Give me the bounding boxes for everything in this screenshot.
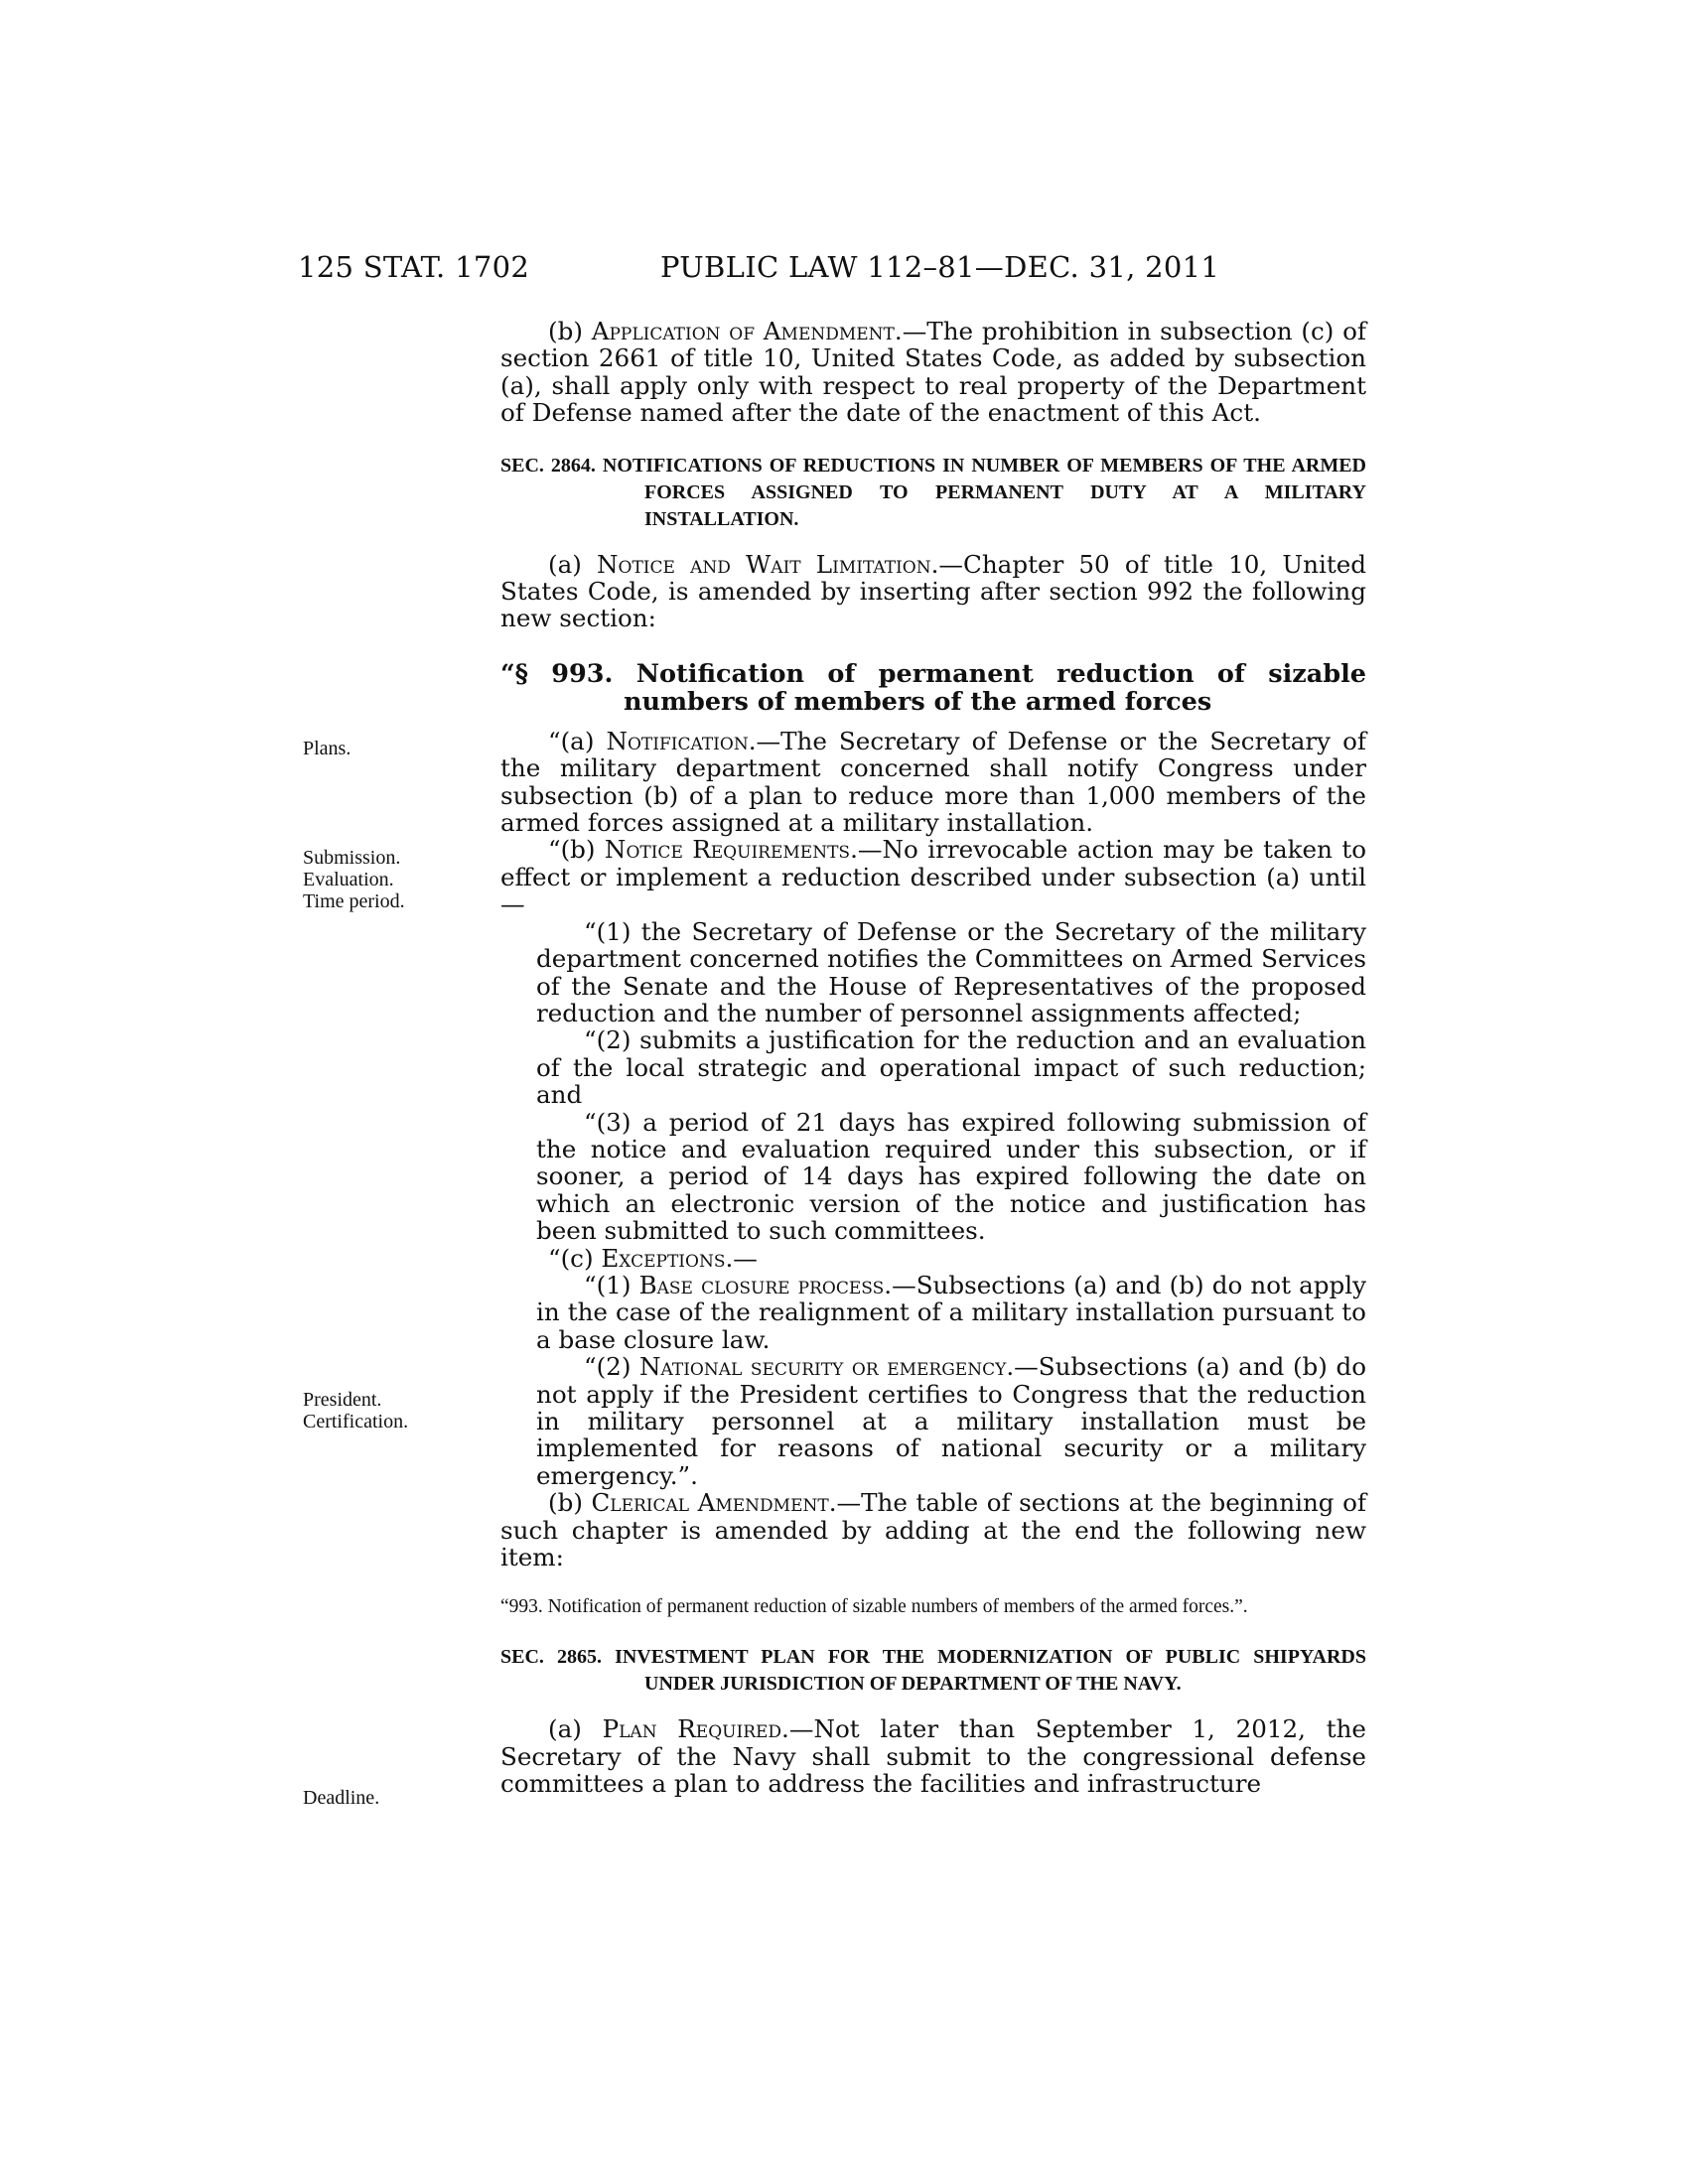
paragraph-b-3: “(3) a period of 21 days has expired following submission of the notice and evaluation required under this subsection, or if sooner, a period of 14 days has expired following the date on which an electronic version of the notice and justification has been submitted to such committees. bbox=[536, 1107, 1366, 1246]
section-heading-2864: SEC. 2864. NOTIFICATIONS OF REDUCTIONS IN NUMBER OF MEMBERS OF THE ARMED FORCES ASSIGNED TO PERMANENT DUTY AT A MILITARY INSTALLATION. bbox=[500, 454, 1366, 530]
margin-note-evaluation: Evaluation. bbox=[303, 869, 394, 890]
margin-note-deadline: Deadline. bbox=[303, 1787, 380, 1809]
paragraph-b-2: “(2) submits a justification for the reduction and an evaluation of the local strategic and operational impact of such reduction; and bbox=[536, 1025, 1366, 1110]
subsection-heading: Exceptions bbox=[601, 1243, 726, 1273]
margin-note-plans: Plans. bbox=[303, 738, 352, 759]
paragraph-notification: “(a) Notification.—The Secretary of Defense or the Secretary of the military department concerned shall notify Congress under subsection (b) of a plan to reduce more than 1,000 members of the armed forces assigned at a military installation. bbox=[500, 726, 1367, 838]
margin-note-time-period: Time period. bbox=[303, 890, 405, 912]
section-heading-993: “§ 993. Notification of permanent reduction of sizable numbers of members of the armed forces bbox=[500, 658, 1366, 717]
paragraph-c-2: “(2) National security or emergency.—Subsections (a) and (b) do not apply if the President certifies to Congress that the reduction in military personnel at a military installation must be implemented for reasons of national security or a military emergency.”. bbox=[536, 1352, 1366, 1490]
paragraph-c-1: “(1) Base closure process.—Subsections (a) and (b) do not apply in the case of the realignment of a military installation pursuant to a base closure law. bbox=[536, 1270, 1367, 1354]
paragraph-notice-and-wait: (a) Notice and Wait Limitation.—Chapter 50 of title 10, United States Code, is amended by inserting after section 992 the following new section: bbox=[500, 549, 1366, 633]
paragraph-heading: National security or emergency bbox=[638, 1352, 1007, 1382]
subsection-heading: Clerical Amendment bbox=[591, 1488, 829, 1518]
paragraph-heading: Base closure process bbox=[638, 1270, 885, 1299]
subsection-heading: Plan Required bbox=[602, 1714, 782, 1744]
running-header: PUBLIC LAW 112–81—DEC. 31, 2011 bbox=[660, 250, 1220, 284]
paragraph-clerical-amendment: (b) Clerical Amendment.—The table of sections at the beginning of such chapter is amended by adding at the end the following new item: bbox=[500, 1488, 1366, 1572]
paragraph-plan-required: (a) Plan Required.—Not later than September 1, 2012, the Secretary of the Navy shall submit to the congressional defense committees a plan to address the facilities and infrastructure bbox=[500, 1714, 1366, 1799]
margin-note-certification: Certification. bbox=[303, 1411, 409, 1433]
subsection-heading: Notice and Wait Limitation bbox=[597, 549, 931, 579]
subsection-heading: Notification bbox=[606, 726, 749, 755]
subsection-heading: Notice Requirements bbox=[604, 835, 851, 865]
paragraph-application-of-amendment: (b) Application of Amendment.—The prohibition in subsection (c) of section 2661 of title 10, United States Code, as added by subsection (a), shall apply only with respect to real property of the Department of Defense named after the date of the enactment of this Act. bbox=[500, 317, 1366, 428]
margin-note-submission: Submission. bbox=[303, 847, 401, 869]
section-heading-2865: SEC. 2865. INVESTMENT PLAN FOR THE MODERNIZATION OF PUBLIC SHIPYARDS UNDER JURISDICTION OF DEPARTMENT OF THE NAVY. bbox=[500, 1646, 1366, 1696]
table-of-sections-item: “993. Notification of permanent reduction of sizable numbers of members of the armed forces.”. bbox=[500, 1596, 1248, 1618]
margin-note-president: President. bbox=[303, 1389, 382, 1411]
statute-page-number: 125 STAT. 1702 bbox=[298, 250, 530, 284]
paragraph-exceptions: “(c) Exceptions.— bbox=[548, 1243, 758, 1273]
document-body bbox=[500, 318, 1366, 1798]
paragraph-b-1: “(1) the Secretary of Defense or the Secretary of the military department concerned notifies the Committees on Armed Services of the Senate and the House of Representatives of the proposed reduction and the number of personnel assignments affected; bbox=[536, 916, 1366, 1027]
paragraph-notice-requirements: “(b) Notice Requirements.—No irrevocable action may be taken to effect or implement a reduction described under subsection (a) until— bbox=[500, 835, 1367, 919]
subsection-heading: Application of Amendment bbox=[591, 317, 895, 345]
